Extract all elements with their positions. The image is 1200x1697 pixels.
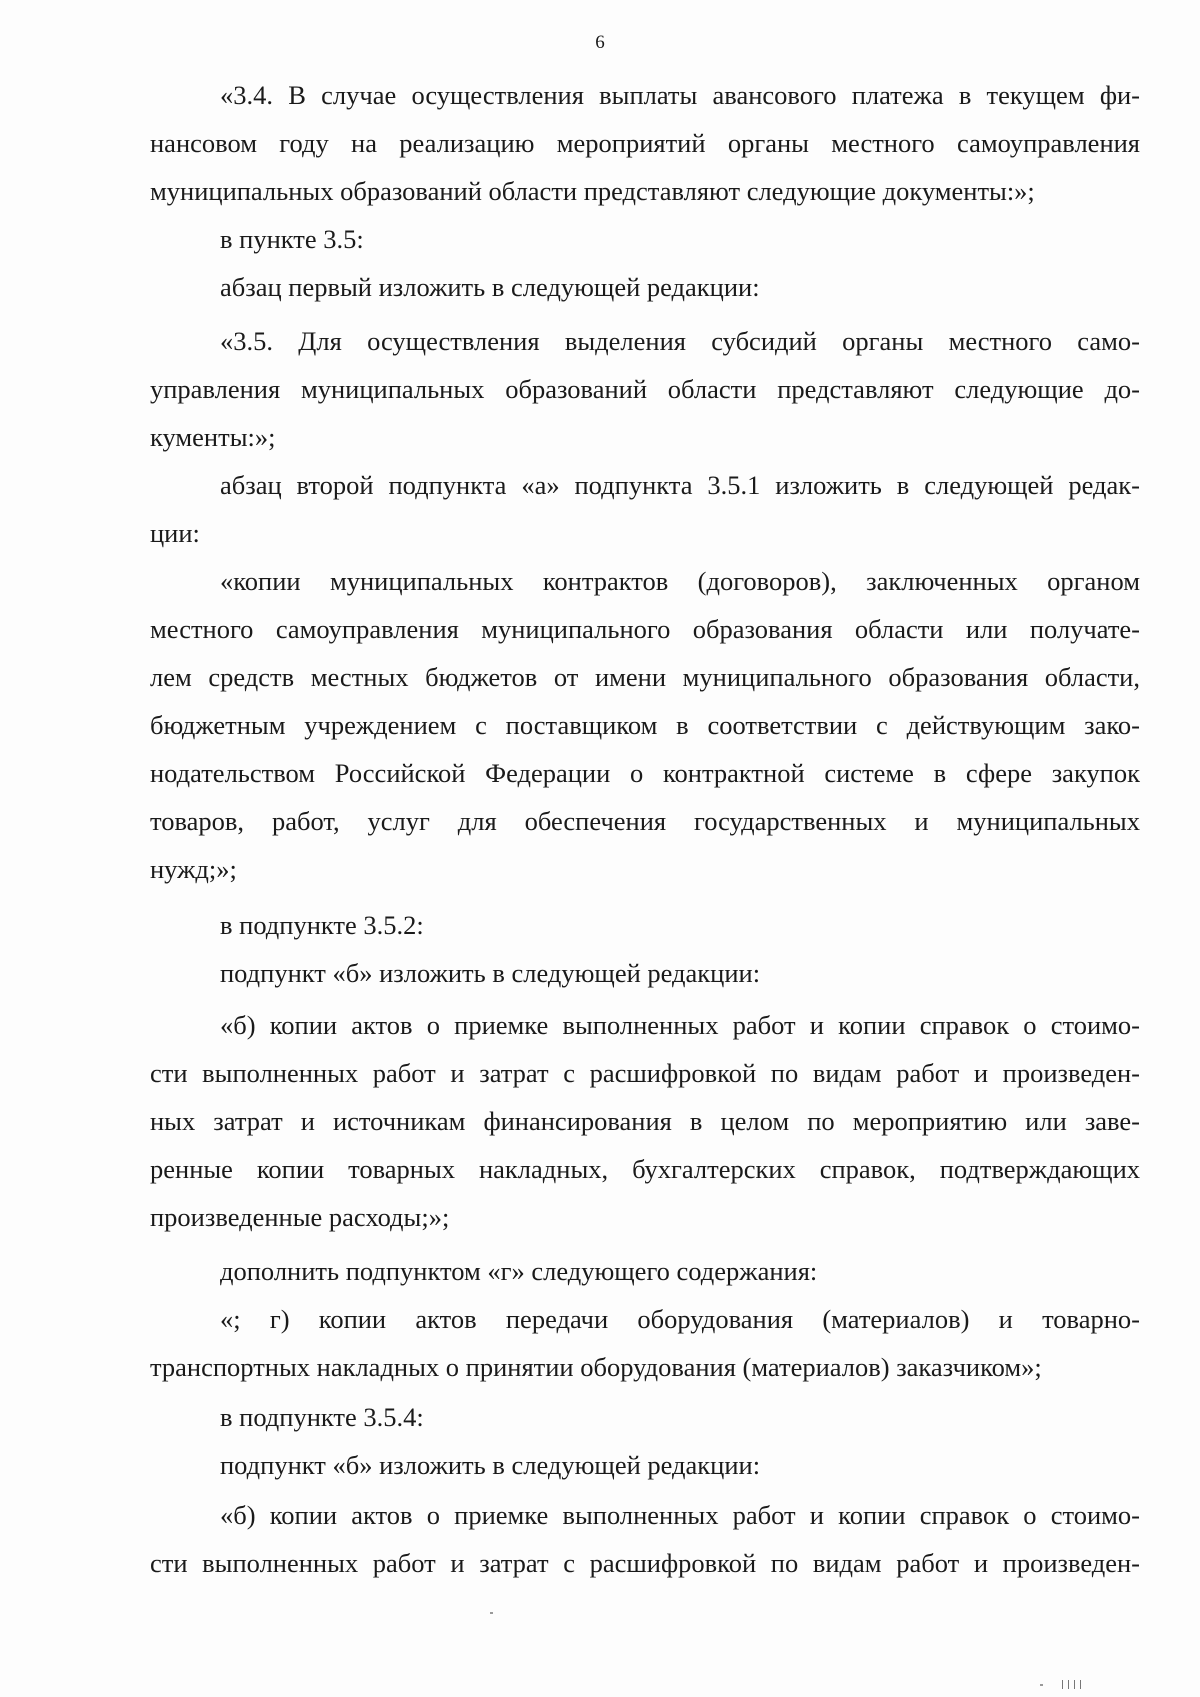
- text-line: лем средств местных бюджетов от имени муниципального образования области,: [150, 662, 1140, 692]
- text-line: в подпункте 3.5.4:: [220, 1402, 424, 1432]
- scan-speck: [1040, 1684, 1043, 1686]
- text-line: нодательством Российской Федерации о контрактной системе в сфере закупок: [150, 758, 1140, 788]
- text-line: «б) копии актов о приемке выполненных работ и копии справок о стоимо-: [220, 1500, 1140, 1530]
- text-line: нужд;»;: [150, 854, 237, 884]
- text-line: бюджетным учреждением с поставщиком в соответствии с действующим зако-: [150, 710, 1140, 740]
- text-line: сти выполненных работ и затрат с расшифровкой по видам работ и произведен-: [150, 1058, 1140, 1088]
- text-line: местного самоуправления муниципального образования области или получате-: [150, 614, 1140, 644]
- text-line: кументы:»;: [150, 422, 276, 452]
- text-line: муниципальных образований области представляют следующие документы:»;: [150, 176, 1035, 206]
- text-line: в пункте 3.5:: [220, 224, 364, 254]
- text-line: ции:: [150, 518, 200, 548]
- text-line: ных затрат и источникам финансирования в целом по мероприятию или заве-: [150, 1106, 1140, 1136]
- text-line: абзац второй подпункта «а» подпункта 3.5.1 изложить в следующей редак-: [220, 470, 1140, 500]
- text-line: транспортных накладных о принятии оборудования (материалов) заказчиком»;: [150, 1352, 1042, 1382]
- scan-edge-marks: [1062, 1680, 1081, 1689]
- text-line: «; г) копии актов передачи оборудования (материалов) и товарно-: [220, 1304, 1140, 1334]
- text-line: подпункт «б» изложить в следующей редакции:: [220, 1450, 761, 1480]
- text-line: в подпункте 3.5.2:: [220, 910, 424, 940]
- text-line: дополнить подпунктом «г» следующего содержания:: [220, 1256, 818, 1286]
- text-line: абзац первый изложить в следующей редакции:: [220, 272, 760, 302]
- scan-speck: [490, 1612, 493, 1614]
- text-line: ренные копии товарных накладных, бухгалтерских справок, подтверждающих: [150, 1154, 1140, 1184]
- page-number: 6: [595, 32, 605, 53]
- text-line: «3.5. Для осуществления выделения субсидий органы местного само-: [220, 326, 1140, 356]
- text-line: «копии муниципальных контрактов (договоров), заключенных органом: [220, 566, 1140, 596]
- text-line: «б) копии актов о приемке выполненных работ и копии справок о стоимо-: [220, 1010, 1140, 1040]
- text-line: сти выполненных работ и затрат с расшифровкой по видам работ и произведен-: [150, 1548, 1140, 1578]
- text-line: «3.4. В случае осуществления выплаты авансового платежа в текущем фи-: [220, 80, 1140, 110]
- text-line: товаров, работ, услуг для обеспечения государственных и муниципальных: [150, 806, 1140, 836]
- text-line: подпункт «б» изложить в следующей редакции:: [220, 958, 761, 988]
- text-line: произведенные расходы;»;: [150, 1202, 450, 1232]
- text-line: управления муниципальных образований области представляют следующие до-: [150, 374, 1140, 404]
- text-line: нансовом году на реализацию мероприятий органы местного самоуправления: [150, 128, 1140, 158]
